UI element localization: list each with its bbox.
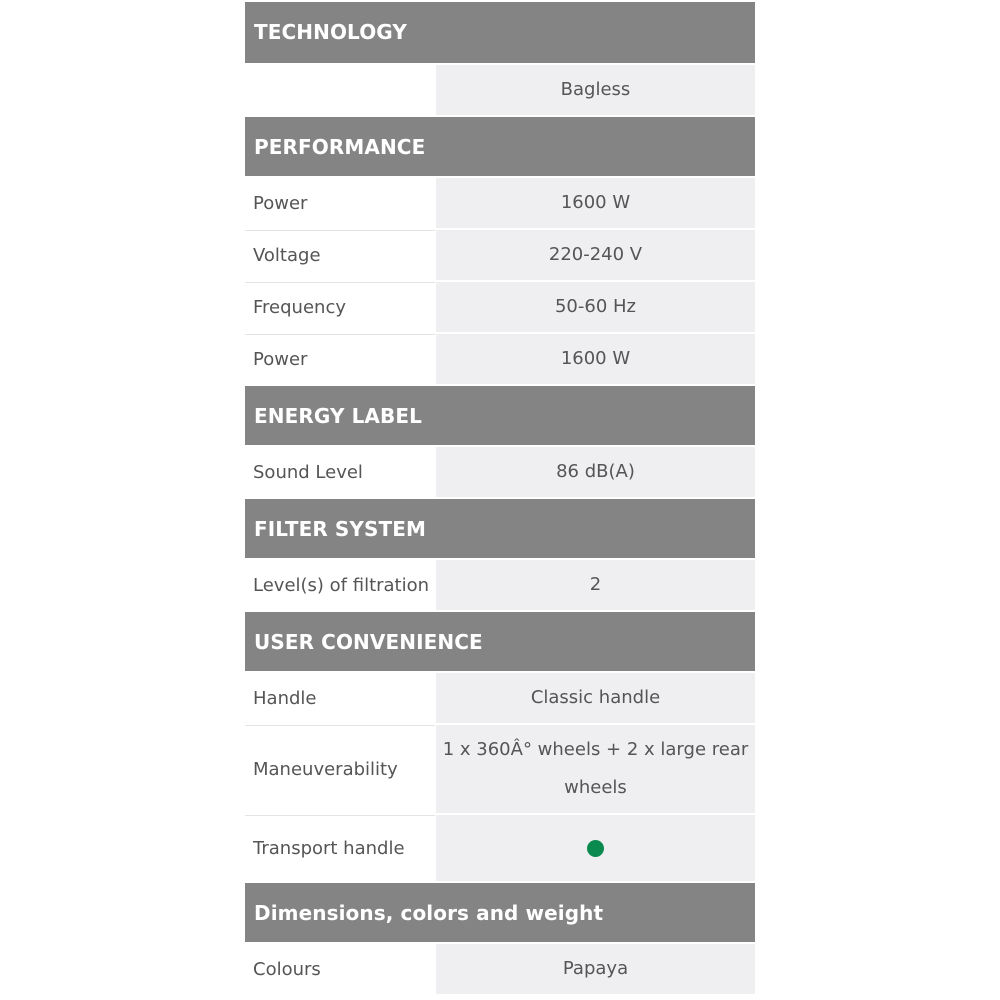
spec-label: Transport handle [245,815,435,881]
section-header-dimensions: Dimensions, colors and weight [245,881,755,942]
spec-label: Colours [245,944,435,994]
spec-label: Voltage [245,230,435,280]
spec-value [436,815,755,881]
spec-row [245,942,755,994]
spec-label: Maneuverability [245,725,435,813]
spec-row [245,228,755,280]
spec-value: Bagless [436,65,755,115]
spec-value: 86 dB(A) [436,447,755,497]
spec-row [245,332,755,384]
spec-row [245,723,755,813]
section-header-user-convenience: USER CONVENIENCE [245,610,755,671]
section-header-filter-system: FILTER SYSTEM [245,497,755,558]
spec-row [245,280,755,332]
spec-label: Level(s) of filtration [245,560,435,610]
section-header-performance: PERFORMANCE [245,115,755,176]
spec-value: 1600 W [436,334,755,384]
spec-row [245,445,755,497]
section-header-technology: TECHNOLOGY [245,2,755,63]
spec-value: 50-60 Hz [436,282,755,332]
spec-value: Papaya [436,944,755,994]
spec-row [245,813,755,881]
spec-row [245,671,755,723]
section-header-energy-label: ENERGY LABEL [245,384,755,445]
spec-row [245,63,755,115]
spec-value: 2 [436,560,755,610]
spec-label [245,65,435,115]
spec-label: Power [245,334,435,384]
spec-value: 220-240 V [436,230,755,280]
spec-value: Classic handle [436,673,755,723]
spec-row [245,176,755,228]
spec-label: Sound Level [245,447,435,497]
spec-table [245,2,755,994]
spec-value: 1 x 360Â° wheels + 2 x large rear wheels [436,725,755,813]
yes-dot-icon [587,840,604,857]
spec-label: Frequency [245,282,435,332]
spec-value: 1600 W [436,178,755,228]
spec-label: Handle [245,673,435,723]
spec-row [245,558,755,610]
spec-label: Power [245,178,435,228]
